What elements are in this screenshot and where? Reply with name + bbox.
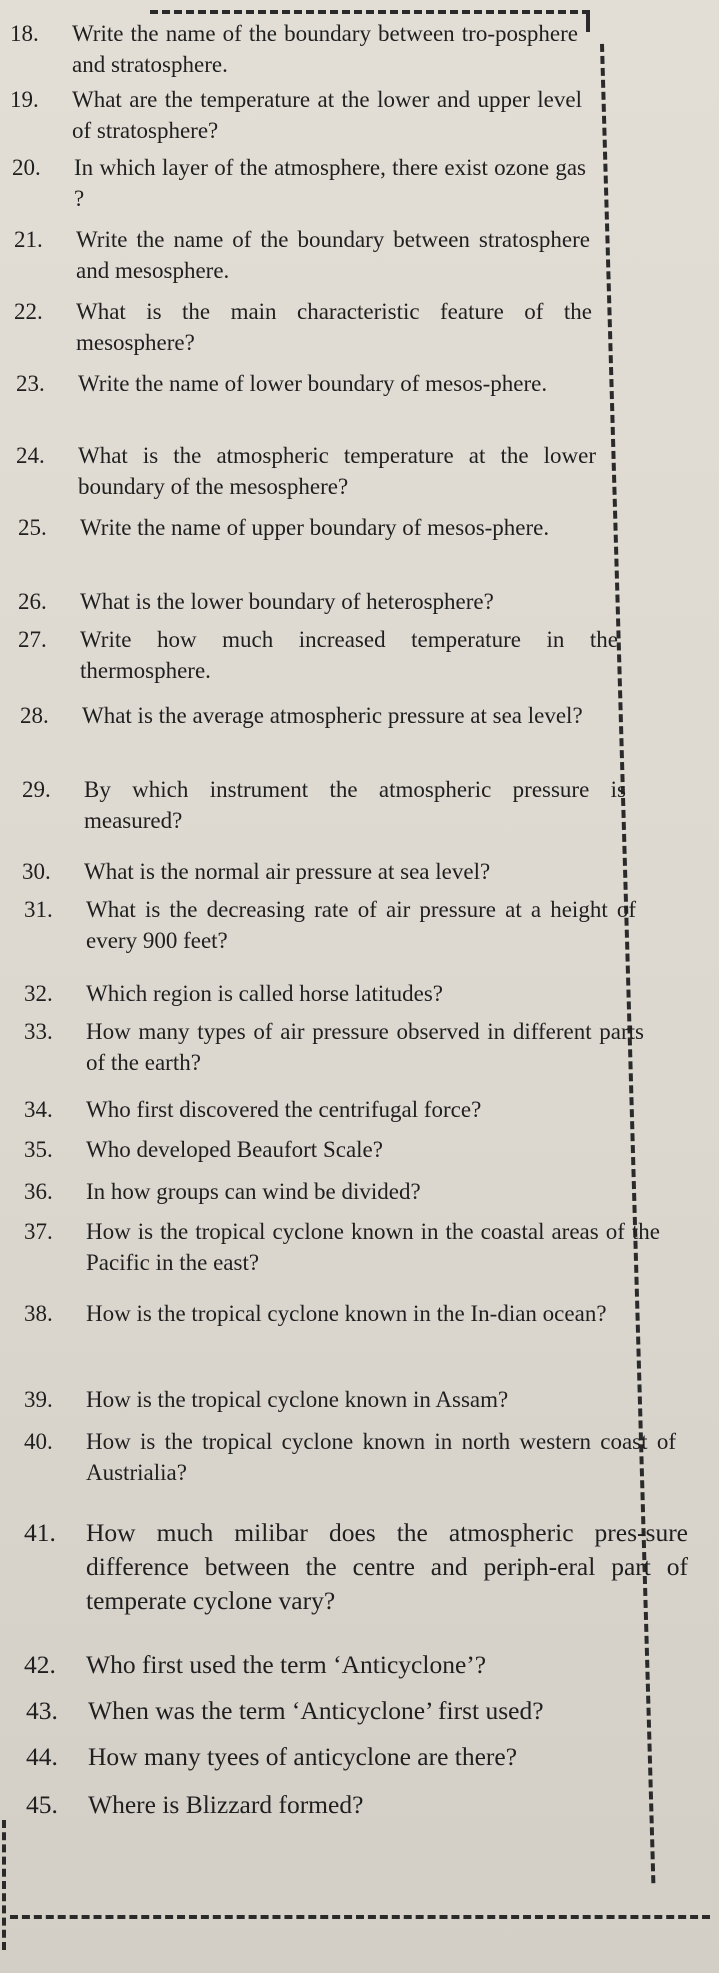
question-text: Who developed Beaufort Scale? bbox=[86, 1137, 383, 1162]
question-45 bbox=[26, 1788, 716, 1822]
question-text: In how groups can wind be divided? bbox=[86, 1179, 421, 1204]
question-number: 19. bbox=[10, 87, 39, 112]
question-number: 39. bbox=[24, 1387, 53, 1412]
question-33 bbox=[24, 1016, 644, 1078]
question-31 bbox=[24, 894, 636, 956]
question-27 bbox=[18, 624, 618, 686]
question-40 bbox=[24, 1426, 676, 1488]
question-text: Write how much increased temperature in the thermosphere. bbox=[80, 627, 618, 683]
question-text: What is the main characteristic feature of the mesosphere? bbox=[76, 299, 592, 355]
question-number: 31. bbox=[24, 897, 53, 922]
question-34 bbox=[24, 1094, 654, 1125]
question-text: What is the normal air pressure at sea level? bbox=[84, 859, 491, 884]
question-28 bbox=[20, 700, 624, 731]
question-22 bbox=[14, 296, 592, 358]
question-text: By which instrument the atmospheric pressure is measured? bbox=[84, 777, 626, 833]
question-text: Who first used the term ‘Anticyclone’? bbox=[86, 1650, 487, 1679]
question-number: 28. bbox=[20, 703, 49, 728]
question-number: 23. bbox=[16, 371, 45, 396]
dashed-border-left bbox=[2, 1820, 6, 1950]
question-26 bbox=[18, 586, 618, 617]
question-38 bbox=[24, 1298, 664, 1329]
question-number: 21. bbox=[14, 227, 43, 252]
question-text: Write the name of lower boundary of mesos-phere. bbox=[78, 371, 548, 396]
question-text: Who first discovered the centrifugal force? bbox=[86, 1097, 482, 1122]
question-number: 22. bbox=[14, 299, 43, 324]
question-35 bbox=[24, 1134, 654, 1165]
border-corner bbox=[586, 10, 590, 32]
question-29 bbox=[22, 774, 626, 836]
question-number: 43. bbox=[26, 1696, 58, 1725]
question-text: How much milibar does the atmospheric pres-sure difference between the centre and periph-eral part of temperate cyclone vary? bbox=[86, 1518, 688, 1615]
question-number: 20. bbox=[12, 155, 41, 180]
question-text: Write the name of the boundary between tro-posphere and stratosphere. bbox=[72, 21, 578, 77]
question-41 bbox=[24, 1516, 688, 1618]
question-number: 45. bbox=[26, 1790, 58, 1819]
question-number: 41. bbox=[24, 1518, 56, 1547]
question-18 bbox=[10, 18, 578, 80]
dashed-border-top bbox=[150, 10, 590, 14]
question-21 bbox=[14, 224, 590, 286]
question-text: How is the tropical cyclone known in the coastal areas of the Pacific in the east? bbox=[86, 1219, 660, 1275]
question-number: 34. bbox=[24, 1097, 53, 1122]
question-text: In which layer of the atmosphere, there exist ozone gas ? bbox=[74, 155, 586, 211]
question-37 bbox=[24, 1216, 660, 1278]
question-32 bbox=[24, 978, 644, 1009]
question-number: 18. bbox=[10, 21, 39, 46]
question-number: 44. bbox=[26, 1742, 58, 1771]
question-text: Write the name of upper boundary of mesos-phere. bbox=[80, 515, 550, 540]
dashed-border-bottom bbox=[10, 1915, 710, 1919]
question-number: 26. bbox=[18, 589, 47, 614]
question-number: 35. bbox=[24, 1137, 53, 1162]
question-39 bbox=[24, 1384, 684, 1415]
question-24 bbox=[16, 440, 596, 502]
question-25 bbox=[18, 512, 596, 543]
question-text: How is the tropical cyclone known in north western coast of Austrialia? bbox=[86, 1429, 676, 1485]
question-number: 42. bbox=[24, 1650, 56, 1679]
question-text: How many tyees of anticyclone are there? bbox=[88, 1742, 518, 1771]
question-36 bbox=[24, 1176, 654, 1207]
question-44 bbox=[26, 1740, 716, 1774]
question-42 bbox=[24, 1648, 704, 1682]
question-text: What is the atmospheric temperature at the lower boundary of the mesosphere? bbox=[78, 443, 596, 499]
question-number: 40. bbox=[24, 1429, 53, 1454]
question-number: 37. bbox=[24, 1219, 53, 1244]
question-number: 32. bbox=[24, 981, 53, 1006]
question-text: What is the average atmospheric pressure at sea level? bbox=[82, 703, 583, 728]
question-text: How many types of air pressure observed in different parts of the earth? bbox=[86, 1019, 644, 1075]
question-text: Write the name of the boundary between stratosphere and mesosphere. bbox=[76, 227, 590, 283]
question-30 bbox=[22, 856, 642, 887]
question-number: 29. bbox=[22, 777, 51, 802]
question-number: 36. bbox=[24, 1179, 53, 1204]
question-23 bbox=[16, 368, 592, 399]
question-number: 25. bbox=[18, 515, 47, 540]
question-number: 38. bbox=[24, 1301, 53, 1326]
question-number: 30. bbox=[22, 859, 51, 884]
question-43 bbox=[26, 1694, 716, 1728]
question-number: 27. bbox=[18, 627, 47, 652]
question-number: 33. bbox=[24, 1019, 53, 1044]
question-20 bbox=[12, 152, 586, 214]
question-text: How is the tropical cyclone known in the In-dian ocean? bbox=[86, 1301, 607, 1326]
question-text: Where is Blizzard formed? bbox=[88, 1790, 364, 1819]
question-number: 24. bbox=[16, 443, 45, 468]
question-text: What is the decreasing rate of air pressure at a height of every 900 feet? bbox=[86, 897, 636, 953]
question-text: What is the lower boundary of heterosphere? bbox=[80, 589, 494, 614]
question-text: Which region is called horse latitudes? bbox=[86, 981, 444, 1006]
question-text: How is the tropical cyclone known in Assam? bbox=[86, 1387, 509, 1412]
question-text: What are the temperature at the lower and upper level of stratosphere? bbox=[72, 87, 582, 143]
question-text: When was the term ‘Anticyclone’ first used? bbox=[88, 1696, 544, 1725]
question-19 bbox=[10, 84, 582, 146]
